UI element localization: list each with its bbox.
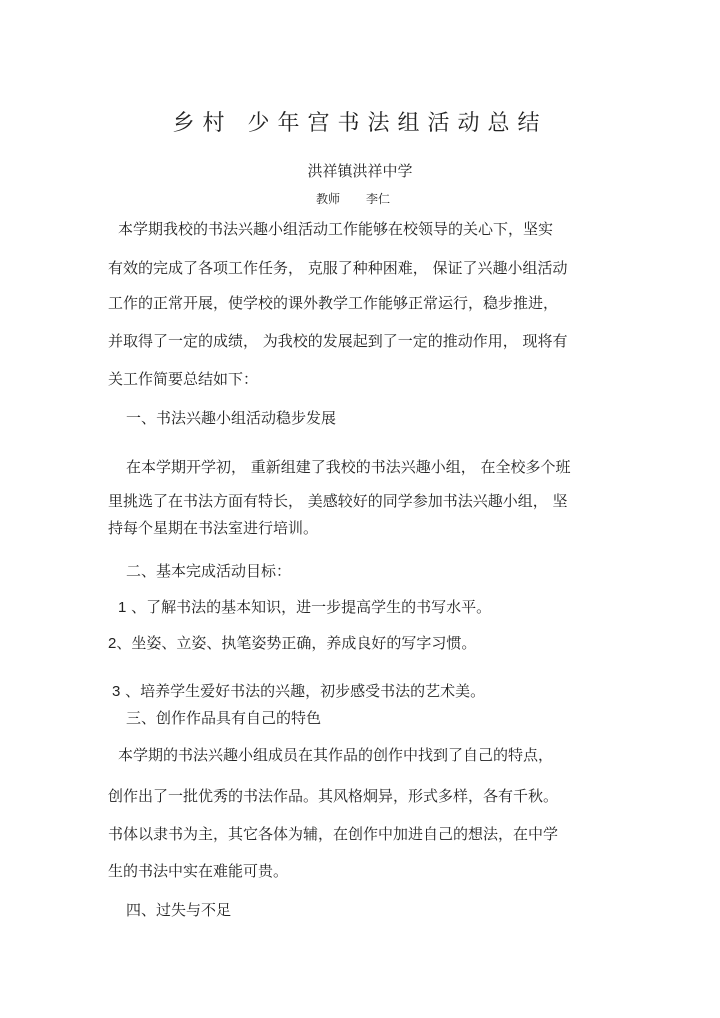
section-line: 在本学期开学初， 重新组建了我校的书法兴趣小组， 在全校多个班 bbox=[126, 458, 571, 476]
intro-line: 并取得了一定的成绩， 为我校的发展起到了一定的推动作用， 现将有 bbox=[108, 332, 568, 350]
list-item bbox=[118, 597, 491, 618]
list-item bbox=[112, 681, 485, 702]
list-item-number: 2 bbox=[108, 635, 117, 652]
teacher-line bbox=[316, 190, 390, 207]
teacher-name: 李仁 bbox=[366, 192, 391, 206]
section-line: 持每个星期在书法室进行培训。 bbox=[108, 519, 319, 537]
section-heading: 三、创作作品具有自己的特色 bbox=[126, 709, 322, 727]
intro-line: 本学期我校的书法兴趣小组活动工作能够在校领导的关心下，坚实 bbox=[118, 220, 554, 238]
list-item-number: 1 bbox=[118, 599, 127, 616]
section-line: 本学期的书法兴趣小组成员在其作品的创作中找到了自己的特点， bbox=[118, 746, 554, 764]
section-line: 书体以隶书为主，其它各体为辅，在创作中加进自己的想法，在中学 bbox=[108, 825, 559, 843]
document-title: 乡村 少年宫书法组活动总结 bbox=[172, 111, 548, 136]
section-heading: 四、过失与不足 bbox=[126, 901, 232, 919]
list-item-text: 、坐姿、立姿、执笔姿势正确，养成良好的写字习惯。 bbox=[116, 634, 477, 652]
list-item-text: 、培养学生爱好书法的兴趣，初步感受书法的艺术美。 bbox=[120, 682, 486, 700]
section-line: 生的书法中实在难能可贵。 bbox=[108, 862, 289, 880]
section-heading: 一、书法兴趣小组活动稳步发展 bbox=[126, 409, 337, 427]
section-heading: 二、基本完成活动目标： bbox=[126, 562, 292, 580]
list-item bbox=[108, 633, 476, 654]
intro-line: 工作的正常开展，使学校的课外教学工作能够正常运行，稳步推进， bbox=[108, 294, 559, 312]
school-name: 洪祥镇洪祥中学 bbox=[307, 162, 413, 180]
list-item-text: 、了解书法的基本知识，进一步提高学生的书写水平。 bbox=[126, 598, 492, 616]
section-line: 里挑选了在书法方面有特长， 美感较好的同学参加书法兴趣小组， 坚 bbox=[108, 492, 568, 510]
intro-line: 关工作简要总结如下： bbox=[108, 370, 259, 388]
section-line: 创作出了一批优秀的书法作品。其风格炯异，形式多样，各有千秋。 bbox=[108, 787, 559, 805]
intro-line: 有效的完成了各项工作任务， 克服了种种困难， 保证了兴趣小组活动 bbox=[108, 259, 568, 277]
list-item-number: 3 bbox=[112, 683, 121, 700]
teacher-role: 教师 bbox=[316, 192, 341, 206]
